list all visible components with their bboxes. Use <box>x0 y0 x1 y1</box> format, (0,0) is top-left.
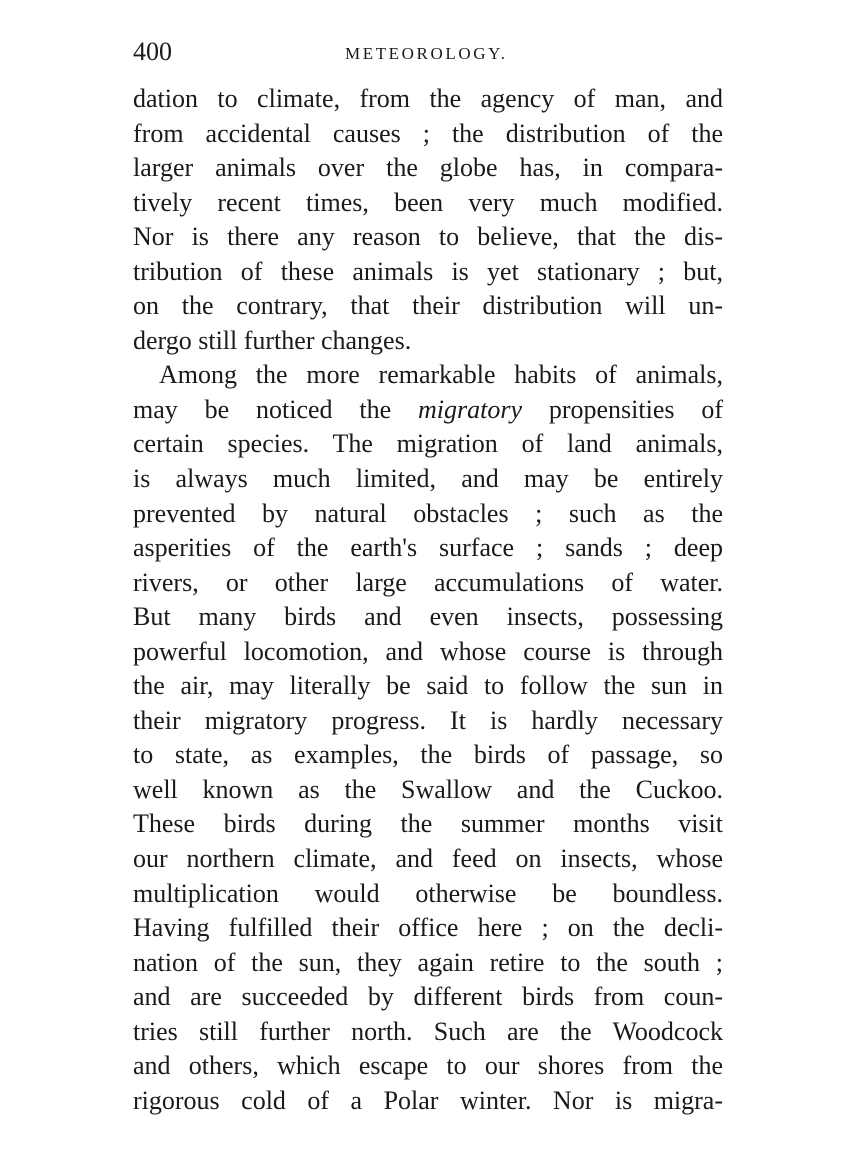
body-text <box>133 82 723 1118</box>
page-header <box>133 36 723 72</box>
text-line: multiplication would otherwise be boundless. <box>133 878 723 908</box>
italic-term-migratory: migratory <box>417 394 522 424</box>
text-line: is always much limited, and may be entirely <box>133 464 723 494</box>
text-line: nation of the sun, they again retire to the south ; <box>133 947 723 977</box>
text-line: tribution of these animals is yet stationary ; but, <box>133 256 723 286</box>
paragraph-start-line: Among the more remarkable habits of animals, <box>159 360 723 390</box>
text-line-with-italic <box>133 393 723 428</box>
text-line: rivers, or other large accumulations of water. <box>133 567 723 597</box>
text-line: powerful locomotion, and whose course is through <box>133 636 723 666</box>
text-segment: may be noticed the <box>133 394 418 424</box>
text-line: from accidental causes ; the distribution of the <box>133 118 723 148</box>
text-line: our northern climate, and feed on insects, whose <box>133 844 723 874</box>
text-line: their migratory progress. It is hardly necessary <box>133 705 723 735</box>
text-line: rigorous cold of a Polar winter. Nor is migra- <box>133 1085 723 1115</box>
text-line: tively recent times, been very much modified. <box>133 187 723 217</box>
text-line: But many birds and even insects, possessing <box>133 602 723 632</box>
text-line: larger animals over the globe has, in compara- <box>133 153 723 183</box>
text-line: well known as the Swallow and the Cuckoo. <box>133 774 723 804</box>
text-line: Nor is there any reason to believe, that the dis- <box>133 222 723 252</box>
paragraph-end-line: dergo still further changes. <box>133 325 412 355</box>
text-line: the air, may literally be said to follow the sun in <box>133 671 723 701</box>
running-title: METEOROLOGY. <box>345 44 508 63</box>
text-line: and are succeeded by different birds from coun- <box>133 982 723 1012</box>
text-line: tries still further north. Such are the Woodcock <box>133 1016 723 1046</box>
text-line: Having fulfilled their office here ; on the decli- <box>133 913 723 943</box>
text-line: certain species. The migration of land animals, <box>133 429 723 459</box>
page-number: 400 <box>133 37 172 66</box>
text-line: dation to climate, from the agency of man, and <box>133 84 723 113</box>
text-line: on the contrary, that their distribution will un- <box>133 291 723 321</box>
text-segment: propensities of <box>521 394 723 424</box>
text-line: prevented by natural obstacles ; such as the <box>133 498 723 528</box>
text-line: These birds during the summer months visit <box>133 809 723 839</box>
text-line: to state, as examples, the birds of passage, so <box>133 740 723 770</box>
text-line: asperities of the earth's surface ; sands ; deep <box>133 533 723 563</box>
text-line: and others, which escape to our shores from the <box>133 1051 723 1081</box>
